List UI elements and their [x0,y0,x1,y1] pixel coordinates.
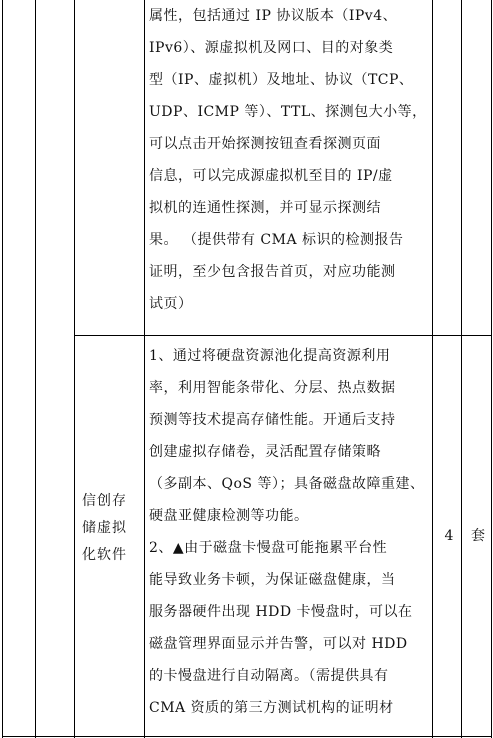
cell-description-top [149,0,434,320]
column-divider-1 [35,0,36,738]
column-divider-3 [144,0,145,738]
text-line: 信息，可以完成源虚拟机至目的 IP/虚 [149,168,393,184]
item-quantity: 4 [444,528,454,544]
text-line: 的卡慢盘进行自动隔离。（需提供具有 [149,668,389,684]
table-border-right [491,0,492,738]
text-line: 试页） [149,296,193,312]
text-line: 属性，包括通过 IP 协议版本（IPv4、 [149,8,398,24]
text-line: 创建虚拟存储卷，灵活配置存储策略 [149,444,381,460]
text-line: 可以点击开始探测按钮查看探测页面 [149,136,381,152]
column-divider-2 [74,0,75,738]
text-line: 能导致业务卡顿，为保证磁盘健康，当 [149,572,396,588]
text-line: 型（IP、虚拟机）及地址、协议（TCP、 [149,72,414,88]
text-line: （多副本、QoS 等）；具备磁盘故障重建、 [149,476,425,492]
text-line: 1、通过将硬盘资源池化提高资源利用 [149,348,391,364]
item-unit: 套 [471,528,485,544]
text-line: 果。 （提供带有 CMA 标识的检测报告 [149,232,404,248]
table-border-bottom [2,736,492,737]
text-line: UDP、ICMP 等）、TTL、探测包大小等， [149,104,427,120]
text-line: 拟机的连通性探测，并可显示探测结 [149,200,381,216]
text-line: 预测等技术提高存储性能。开通后支持 [149,412,396,428]
text-line: 2、▲由于磁盘卡慢盘可能拖累平台性 [149,540,388,556]
row-divider [74,335,492,336]
text-line: CMA 资质的第三方测试机构的证明材 [149,700,394,716]
text-line: 证明，至少包含报告首页，对应功能测 [149,264,396,280]
text-line: IPv6）、源虚拟机及网口、目的对象类 [149,40,394,56]
table-border-left [2,0,3,738]
text-line: 磁盘管理界面显示并告警，可以对 HDD [149,636,408,652]
text-line: 率，利用智能条带化、分层、热点数据 [149,380,396,396]
text-line: 服务器硬件出现 HDD 卡慢盘时，可以在 [149,604,413,620]
cell-description-software [149,340,434,724]
text-line: 硬盘亚健康检测等功能。 [149,508,309,524]
column-divider-5 [461,0,462,738]
item-name: 信创存储虚拟化软件 [82,493,127,563]
